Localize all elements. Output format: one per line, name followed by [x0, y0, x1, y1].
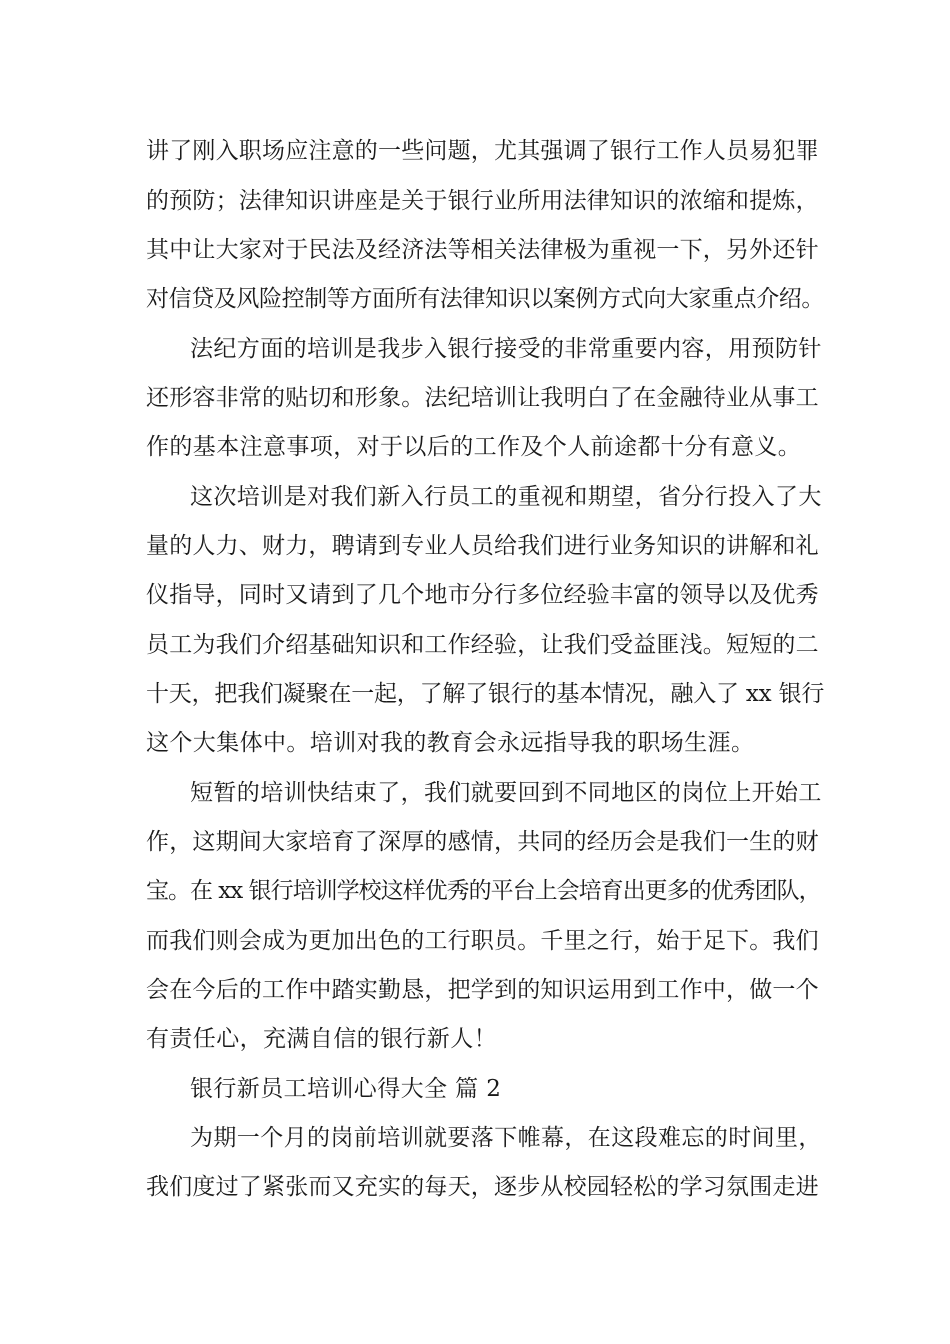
section-heading: 银行新员工培训心得大全 篇 2 [190, 1076, 502, 1102]
text-line: 员工为我们介绍基础知识和工作经验，让我们受益匪浅。短短的二 [146, 632, 819, 658]
paragraph-first-line: 短暂的培训快结束了，我们就要回到不同地区的岗位上开始工 [190, 780, 822, 806]
text-line: 我们度过了紧张而又充实的每天，逐步从校园轻松的学习氛围走进 [146, 1174, 819, 1200]
text-line: 对信贷及风险控制等方面所有法律知识以案例方式向大家重点介绍。 [146, 286, 825, 312]
text-line: 而我们则会成为更加出色的工行职员。千里之行，始于足下。我们 [146, 928, 819, 954]
text-line: 的预防；法律知识讲座是关于银行业所用法律知识的浓缩和提炼， [146, 188, 819, 214]
text-line: 还形容非常的贴切和形象。法纪培训让我明白了在金融待业从事工 [146, 385, 819, 411]
text-line: 宝。在 xx 银行培训学校这样优秀的平台上会培育出更多的优秀团队， [146, 878, 821, 904]
text-line: 作，这期间大家培育了深厚的感情，共同的经历会是我们一生的财 [146, 829, 819, 855]
text-line: 十天，把我们凝聚在一起，了解了银行的基本情况，融入了 xx 银行 [146, 681, 825, 707]
paragraph-first-line: 这次培训是对我们新入行员工的重视和期望，省分行投入了大 [190, 484, 822, 510]
paragraph-first-line: 为期一个月的岗前培训就要落下帷幕，在这段难忘的时间里， [190, 1125, 822, 1151]
paragraph-first-line: 法纪方面的培训是我步入银行接受的非常重要内容，用预防针 [190, 336, 822, 362]
text-line: 这个大集体中。培训对我的教育会永远指导我的职场生涯。 [146, 730, 755, 756]
text-line: 讲了刚入职场应注意的一些问题，尤其强调了银行工作人员易犯罪 [146, 138, 819, 164]
text-line: 量的人力、财力，聘请到专业人员给我们进行业务知识的讲解和礼 [146, 533, 819, 559]
text-line: 仪指导，同时又请到了几个地市分行多位经验丰富的领导以及优秀 [146, 582, 819, 608]
text-line: 作的基本注意事项，对于以后的工作及个人前途都十分有意义。 [146, 434, 802, 460]
text-line: 其中让大家对于民法及经济法等相关法律极为重视一下，另外还针 [146, 237, 819, 263]
text-line: 有责任心，充满自信的银行新人！ [146, 1026, 497, 1052]
text-line: 会在今后的工作中踏实勤恳，把学到的知识运用到工作中，做一个 [146, 977, 819, 1003]
